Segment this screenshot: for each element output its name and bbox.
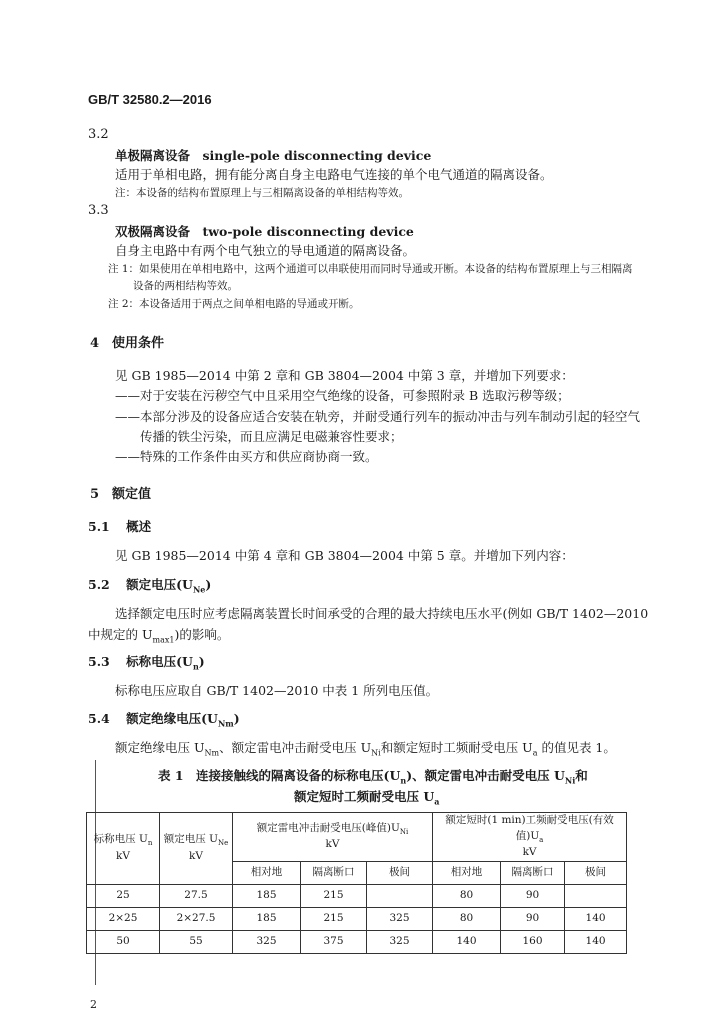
section-4-heading: 4 使用条件	[90, 336, 165, 351]
clause-5-1-title: 概述	[126, 519, 152, 534]
table-cell: 90	[501, 908, 565, 931]
clause-3-3-note-2: 注 2：本设备适用于两点之间单相电路的导通或开断。	[108, 298, 360, 310]
table-cell: 80	[433, 908, 501, 931]
clause-5-2-text: 选择额定电压时应考虑隔离装置长时间承受的合理的最大持续电压水平(例如 GB/T 1402—2010	[115, 606, 649, 621]
header-lightning-impulse: 额定雷电冲击耐受电压(峰值)$U_{Ni}$ kV	[233, 813, 433, 862]
table-cell: 325	[367, 931, 433, 954]
clause-3-2-number: 3.2	[88, 127, 109, 142]
clause-5-1-number: 5.1	[88, 519, 110, 534]
clause-3-2-note: 注：本设备的结构布置原理上与三相隔离设备的单相结构等效。	[115, 187, 409, 199]
clause-5-3-number: 5.3	[88, 654, 110, 669]
section-4-intro: 见 GB 1985—2014 中第 2 章和 GB 3804—2004 中第 3 章，并增加下列要求：	[115, 368, 574, 383]
clause-5-4-text: 额定绝缘电压 $U_{Nm}$、额定雷电冲击耐受电压 $U_{Ni}$和额定短时工频耐受电压 $U_a$ 的值见表 1。	[115, 740, 616, 758]
table-row	[87, 885, 627, 908]
clause-5-3-title: 标称电压$(U_n)$	[126, 654, 205, 672]
section-4-item-3: ——特殊的工作条件由买方和供应商协商一致。	[115, 449, 378, 464]
table-cell: 140	[565, 908, 627, 931]
clause-5-4-title: 额定绝缘电压$(U_{Nm})$	[126, 711, 240, 729]
clause-5-4-heading	[88, 709, 240, 729]
clause-5-3-heading	[88, 652, 205, 672]
table-cell: 185	[233, 908, 301, 931]
clause-3-3-definition: 自身主电路中有两个电气独立的导电通道的隔离设备。	[115, 243, 416, 258]
table-cell: 185	[233, 885, 301, 908]
table-cell: 90	[501, 885, 565, 908]
clause-5-1-text: 见 GB 1985—2014 中第 4 章和 GB 3804—2004 中第 5 章。并增加下列内容：	[115, 548, 574, 563]
subheader-between-poles: 极间	[565, 862, 627, 885]
table-cell: 25	[87, 885, 160, 908]
table-cell: 80	[433, 885, 501, 908]
section-4-item-2-cont: 传播的铁尘污染，而且应满足电磁兼容性要求；	[140, 429, 403, 444]
table-row	[87, 931, 627, 954]
clause-3-3-term: 双极隔离设备 two-pole disconnecting device	[115, 224, 414, 239]
clause-5-2-heading	[88, 575, 211, 595]
clause-3-3-number: 3.3	[88, 203, 109, 218]
section-5-heading: 5 额定值	[90, 487, 152, 502]
table-cell: 160	[501, 931, 565, 954]
table-cell	[565, 885, 627, 908]
clause-5-1-heading	[88, 517, 151, 535]
table-cell: 140	[565, 931, 627, 954]
table-cell: 2×27.5	[160, 908, 233, 931]
clause-3-2-definition: 适用于单相电路，拥有能分离自身主电路电气连接的单个电气通道的隔离设备。	[115, 167, 553, 182]
table-1-caption-cont: 额定短时工频耐受电压 $U_a$	[294, 789, 440, 807]
table-cell: 27.5	[160, 885, 233, 908]
table-1	[86, 812, 627, 954]
clause-5-3-text: 标称电压应取自 GB/T 1402—2010 中表 1 所列电压值。	[115, 683, 439, 698]
header-nominal-voltage: 标称电压 $U_n$ kV	[87, 813, 160, 885]
subheader-phase-to-earth: 相对地	[233, 862, 301, 885]
section-4-item-1: ——对于安装在污秽空气中且采用空气绝缘的设备，可参照附录 B 选取污秽等级；	[115, 388, 570, 403]
clause-3-2-term: 单极隔离设备 single-pole disconnecting device	[115, 148, 432, 163]
standard-number: GB/T 32580.2—2016	[88, 92, 212, 107]
clause-3-3-note-1-cont: 设备的两相结构等效。	[133, 280, 238, 292]
table-cell: 50	[87, 931, 160, 954]
table-cell: 2×25	[87, 908, 160, 931]
table-cell: 215	[301, 908, 367, 931]
table-cell: 140	[433, 931, 501, 954]
header-rated-voltage: 额定电压 $U_{Ne}$ kV	[160, 813, 233, 885]
table-cell: 55	[160, 931, 233, 954]
table-cell: 375	[301, 931, 367, 954]
table-row	[87, 908, 627, 931]
table-cell: 325	[367, 908, 433, 931]
clause-5-2-number: 5.2	[88, 577, 110, 592]
subheader-isolating-gap: 隔离断口	[301, 862, 367, 885]
clause-5-2-text-cont: 中规定的 $U_{max1}$)的影响。	[88, 627, 230, 645]
section-4-item-2: ——本部分涉及的设备应适合安装在轨旁，并耐受通行列车的振动冲击与列车制动引起的轻空气	[115, 409, 641, 424]
table-cell: 215	[301, 885, 367, 908]
table-cell	[367, 885, 433, 908]
clause-5-4-number: 5.4	[88, 711, 110, 726]
clause-3-3-note-1: 注 1：如果使用在单相电路中，这两个通道可以串联使用而同时导通或开断。本设备的结构布置原理上与三相隔离	[108, 263, 633, 275]
subheader-phase-to-earth: 相对地	[433, 862, 501, 885]
subheader-isolating-gap: 隔离断口	[501, 862, 565, 885]
page-number: 2	[90, 998, 97, 1011]
clause-5-2-title: 额定电压$(U_{Ne})$	[126, 577, 212, 595]
header-power-frequency: 额定短时(1 min)工频耐受电压(有效值)$U_a$ kV	[433, 813, 627, 862]
table-cell: 325	[233, 931, 301, 954]
table-1-caption: 表 1 连接接触线的隔离设备的标称电压$(U_n)$、额定雷电冲击耐受电压 $U_{Ni}$和	[158, 768, 588, 786]
subheader-between-poles: 极间	[367, 862, 433, 885]
